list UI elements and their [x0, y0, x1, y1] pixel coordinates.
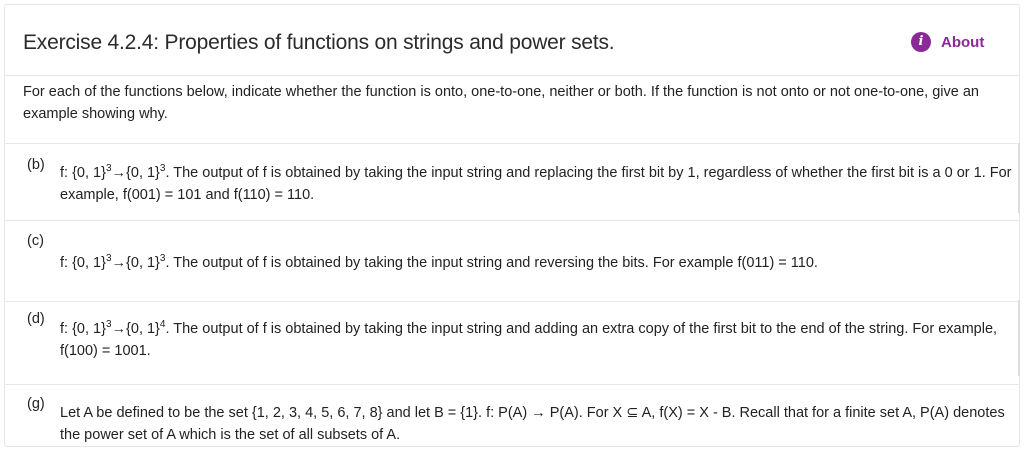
- function-domain: f: {0, 1}: [60, 321, 106, 337]
- item-tag: (g): [27, 396, 45, 412]
- about-button[interactable]: [911, 32, 984, 52]
- item-text: [60, 319, 1015, 362]
- exercise-card: [4, 4, 1020, 447]
- exponent: 3: [105, 163, 112, 175]
- info-icon: i: [911, 32, 931, 52]
- item-text: [60, 163, 1015, 206]
- function-domain: f: {0, 1}: [60, 165, 106, 181]
- exercise-item-b: [5, 143, 1019, 220]
- function-arrow: →{0, 1}: [111, 255, 160, 271]
- function-arrow: →{0, 1}: [111, 165, 160, 181]
- item-description: Let A be defined to be the set {1, 2, 3, 4, 5, 6, 7, 8} and let B = {1}. f: P(A) → P(A). For X ⊆ A, f(X) = X - B. Recall that for a finite set A, P(A) denotes the power set of A which is the set of all subsets of A.: [60, 405, 1005, 443]
- divider: [1018, 300, 1020, 376]
- about-label: About: [941, 33, 985, 51]
- divider: [1018, 143, 1020, 213]
- item-description: . The output of f is obtained by taking the input string and reversing the bits. For example f(011) = 110.: [165, 255, 818, 271]
- exponent: 3: [159, 253, 166, 265]
- item-description: . The output of f is obtained by taking the input string and adding an extra copy of the first bit to the end of the string. For example, f(100) = 1001.: [60, 321, 998, 359]
- function-arrow: →{0, 1}: [111, 321, 160, 337]
- exponent: 3: [159, 163, 166, 175]
- item-description: . The output of f is obtained by taking the input string and replacing the first bit by 1, regardless of whether the first bit is a 0 or 1. For example, f(001) = 101 and f(110) = 110.: [60, 165, 1012, 203]
- exercise-item-c: [5, 220, 1019, 301]
- exponent: 3: [105, 253, 112, 265]
- exercise-item-g: [5, 384, 1019, 447]
- exercise-header: [5, 5, 1019, 76]
- exercise-instructions: For each of the functions below, indicate whether the function is onto, one-to-one, neither or both. If the function is not onto or not one-to-one, give an example showing why.: [23, 84, 979, 122]
- item-tag: (c): [27, 233, 44, 249]
- exponent: 4: [159, 319, 166, 331]
- function-domain: f: {0, 1}: [60, 255, 106, 271]
- item-tag: (d): [27, 311, 45, 327]
- item-tag: (b): [27, 157, 45, 173]
- item-text: [60, 253, 1015, 275]
- exercise-item-d: [5, 301, 1019, 384]
- exponent: 3: [105, 319, 112, 331]
- exercise-title: Exercise 4.2.4: Properties of functions on strings and power sets.: [23, 31, 615, 54]
